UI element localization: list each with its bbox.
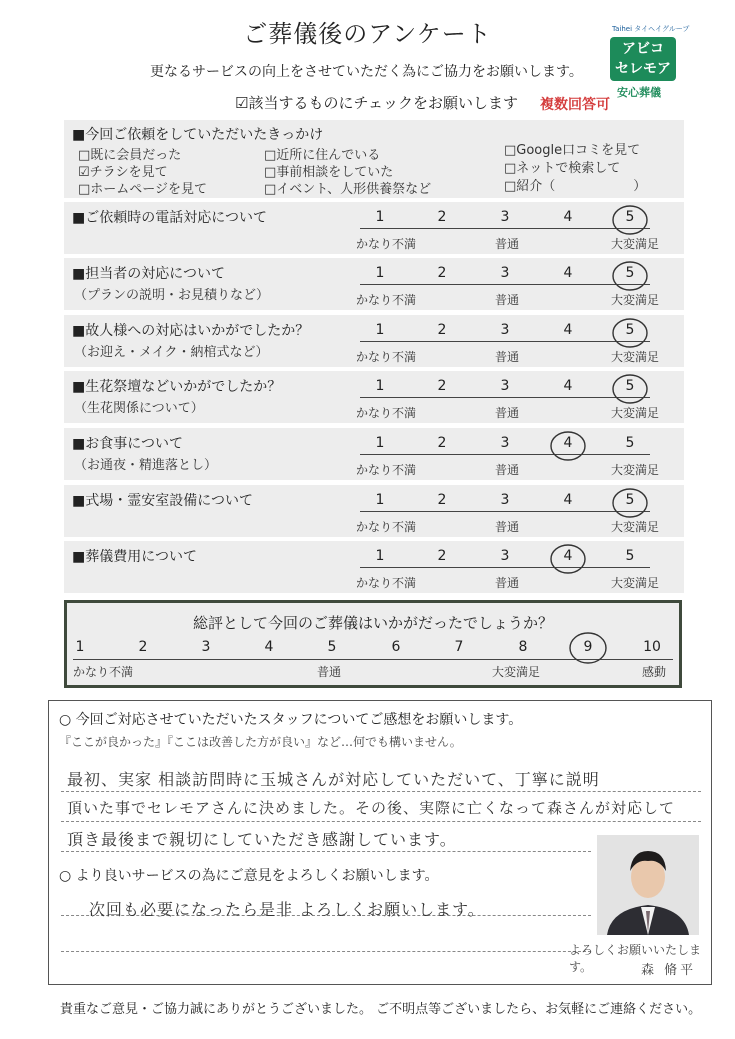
rating-option-4[interactable]: 4 — [563, 435, 573, 451]
question-panel — [64, 202, 684, 254]
scale-mid-label: 普通 — [495, 237, 520, 251]
question-subtitle: （お通夜・精進落とし） — [74, 458, 218, 473]
question-trigger-panel — [64, 120, 684, 198]
staff-name: 森 脩平 — [641, 963, 697, 978]
rating-option-2[interactable]: 2 — [437, 435, 447, 451]
question-title: ■生花祭壇などいかがでしたか？ — [72, 379, 282, 395]
selection-circle — [546, 428, 590, 468]
overall-option-6[interactable]: 6 — [391, 639, 401, 655]
rating-option-4[interactable]: 4 — [563, 548, 573, 564]
rating-option-5[interactable]: 5 — [625, 435, 635, 451]
rating-option-3[interactable]: 3 — [500, 435, 510, 451]
scale-high-label: 大変満足 — [611, 576, 660, 590]
rating-option-1[interactable]: 1 — [375, 322, 385, 338]
scale-low-label: かなり不満 — [356, 576, 417, 590]
question-title: ■故人様への対応はいかがでしたか？ — [72, 323, 310, 339]
rating-option-3[interactable]: 3 — [500, 322, 510, 338]
rating-option-2[interactable]: 2 — [437, 322, 447, 338]
scale-mid-label: 普通 — [495, 406, 520, 420]
rating-option-3[interactable]: 3 — [500, 548, 510, 564]
rating-option-4[interactable]: 4 — [563, 492, 573, 508]
scale-low-label: かなり不満 — [356, 237, 417, 251]
overall-selection-circle — [566, 629, 610, 669]
company-logo — [610, 37, 676, 81]
staff-feedback-hint: 『ここが良かった』『ここは改善した方が良い』など…何でも構いません。 — [59, 735, 462, 749]
scale-line — [360, 454, 650, 455]
scale-mid-label: 普通 — [495, 576, 520, 590]
line-divider — [61, 951, 591, 952]
option-flyer[interactable]: ☑チラシを見て — [78, 165, 168, 180]
question-panel — [64, 541, 684, 593]
rating-option-1[interactable]: 1 — [375, 492, 385, 508]
overall-option-4[interactable]: 4 — [264, 639, 274, 655]
rating-option-3[interactable]: 3 — [500, 265, 510, 281]
footer-thanks: 貴重なご意見・ご協力誠にありがとうございました。 ご不明点等ございましたら、お気軽にご連絡ください。 — [60, 1002, 702, 1017]
staff-feedback-text-1: 最初、実家 相談訪問時に玉城さんが対応していただいて、丁寧に説明 — [67, 770, 600, 789]
question-panel — [64, 315, 684, 367]
selection-circle — [608, 371, 652, 411]
overall-option-8[interactable]: 8 — [518, 639, 528, 655]
scale-high-label: 大変満足 — [611, 237, 660, 251]
line-divider — [61, 821, 701, 822]
rating-option-2[interactable]: 2 — [437, 548, 447, 564]
rating-option-2[interactable]: 2 — [437, 265, 447, 281]
rating-option-1[interactable]: 1 — [375, 548, 385, 564]
comments-section — [48, 700, 712, 985]
scale-line — [360, 341, 650, 342]
rating-option-5[interactable]: 5 — [625, 322, 635, 338]
scale-high-label: 大変満足 — [611, 406, 660, 420]
question-title: ■葬儀費用について — [72, 549, 197, 565]
scale-mid-label: 普通 — [495, 520, 520, 534]
rating-option-4[interactable]: 4 — [563, 378, 573, 394]
overall-rating-panel — [64, 600, 682, 688]
option-consultation[interactable]: □事前相談をしていた — [264, 165, 394, 180]
page-title: ご葬儀後のアンケート — [243, 20, 492, 48]
overall-option-3[interactable]: 3 — [201, 639, 211, 655]
rating-option-2[interactable]: 2 — [437, 492, 447, 508]
rating-option-2[interactable]: 2 — [437, 209, 447, 225]
rating-option-2[interactable]: 2 — [437, 378, 447, 394]
option-web-search[interactable]: □ネットで検索して — [504, 161, 621, 176]
question-title: ■お食事について — [72, 436, 183, 452]
rating-option-3[interactable]: 3 — [500, 378, 510, 394]
overall-mid-label: 普通 — [317, 665, 342, 679]
logo-tagline: 安心葬儀 — [617, 86, 661, 99]
rating-option-4[interactable]: 4 — [563, 265, 573, 281]
rating-option-4[interactable]: 4 — [563, 209, 573, 225]
rating-option-5[interactable]: 5 — [625, 265, 635, 281]
overall-option-7[interactable]: 7 — [454, 639, 464, 655]
rating-option-4[interactable]: 4 — [563, 322, 573, 338]
logo-line1: アビコ — [622, 41, 664, 57]
rating-option-3[interactable]: 3 — [500, 209, 510, 225]
staff-photo — [597, 835, 699, 935]
scale-mid-label: 普通 — [495, 293, 520, 307]
overall-top-label: 感動 — [642, 665, 667, 679]
scale-high-label: 大変満足 — [611, 520, 660, 534]
overall-option-5[interactable]: 5 — [327, 639, 337, 655]
overall-option-9[interactable]: 9 — [583, 639, 593, 655]
staff-feedback-heading: ○ 今回ご対応させていただいたスタッフについてご感想をお願いします。 — [59, 712, 523, 728]
question-title: ■ご依頼時の電話対応について — [72, 210, 267, 226]
line-divider — [61, 791, 701, 792]
selection-circle — [608, 485, 652, 525]
staff-note: よろしくお願いいたします。 — [569, 943, 702, 974]
question-panel — [64, 258, 684, 310]
opinion-text: 次回も必要になったら是非 よろしくお願いします。 — [89, 900, 485, 919]
scale-line — [360, 228, 650, 229]
selection-circle — [608, 258, 652, 298]
rating-option-5[interactable]: 5 — [625, 378, 635, 394]
opinion-heading: ○ より良いサービスの為にご意見をよろしくお願いします。 — [59, 868, 439, 884]
option-event[interactable]: □イベント、人形供養祭など — [264, 182, 432, 197]
question-title: ■担当者の対応について — [72, 266, 225, 282]
staff-feedback-text-3: 頂き最後まで親切にしていただき感謝しています。 — [67, 830, 457, 849]
question-panel — [64, 371, 684, 423]
scale-low-label: かなり不満 — [356, 406, 417, 420]
scale-line — [360, 511, 650, 512]
line-divider — [61, 851, 591, 852]
question-subtitle: （生花関係について） — [74, 401, 204, 416]
question-subtitle: （お迎え・メイク・納棺式など） — [74, 345, 269, 360]
scale-low-label: かなり不満 — [356, 463, 417, 477]
scale-mid-label: 普通 — [495, 350, 520, 364]
option-member[interactable]: □既に会員だった — [78, 148, 182, 163]
rating-option-1[interactable]: 1 — [375, 378, 385, 394]
scale-high-label: 大変満足 — [611, 293, 660, 307]
selection-circle — [546, 541, 590, 581]
scale-line — [360, 284, 650, 285]
logo-brand: Taihei タイヘイグループ — [612, 25, 690, 33]
check-instruction: ☑該当するものにチェックをお願いします — [235, 94, 518, 112]
rating-option-1[interactable]: 1 — [375, 209, 385, 225]
scale-low-label: かなり不満 — [356, 350, 417, 364]
question-panel — [64, 428, 684, 480]
scale-high-label: 大変満足 — [611, 350, 660, 364]
rating-option-3[interactable]: 3 — [500, 492, 510, 508]
option-neighbor[interactable]: □近所に住んでいる — [264, 148, 381, 163]
rating-option-1[interactable]: 1 — [375, 435, 385, 451]
overall-option-2[interactable]: 2 — [138, 639, 148, 655]
scale-high-label: 大変満足 — [611, 463, 660, 477]
logo-line2: セレモア — [615, 61, 671, 77]
option-google-review[interactable]: □Google口コミを見て — [504, 143, 641, 158]
scale-mid-label: 普通 — [495, 463, 520, 477]
selection-circle — [608, 202, 652, 242]
scale-low-label: かなり不満 — [356, 520, 417, 534]
overall-low-label: かなり不満 — [73, 665, 134, 679]
page-subtitle: 更なるサービスの向上をさせていただく為にご協力をお願いします。 — [150, 64, 583, 80]
rating-option-5[interactable]: 5 — [625, 209, 635, 225]
rating-option-5[interactable]: 5 — [625, 492, 635, 508]
overall-title: 総評として今回のご葬儀はいかがだったでしょうか？ — [192, 614, 553, 632]
staff-feedback-text-2: 頂いた事でセレモアさんに決めました。その後、実際に亡くなって森さんが対応して — [67, 799, 676, 817]
selection-circle — [608, 315, 652, 355]
option-referral[interactable]: □紹介（ ） — [504, 179, 647, 194]
overall-option-1[interactable]: 1 — [75, 639, 85, 655]
question-panel — [64, 485, 684, 537]
option-homepage[interactable]: □ホームページを見て — [78, 182, 208, 197]
question-subtitle: （プランの説明・お見積りなど） — [74, 288, 270, 303]
question-trigger-title: ■今回ご依頼をしていただいたきっかけ — [72, 127, 324, 143]
scale-line — [360, 567, 650, 568]
multiple-answer-note: 複数回答可 — [540, 97, 610, 113]
question-title: ■式場・霊安室設備について — [72, 493, 253, 509]
overall-option-10[interactable]: 10 — [643, 639, 661, 655]
rating-option-1[interactable]: 1 — [375, 265, 385, 281]
rating-option-5[interactable]: 5 — [625, 548, 635, 564]
scale-low-label: かなり不満 — [356, 293, 417, 307]
overall-high-label: 大変満足 — [492, 665, 541, 679]
scale-line — [360, 397, 650, 398]
